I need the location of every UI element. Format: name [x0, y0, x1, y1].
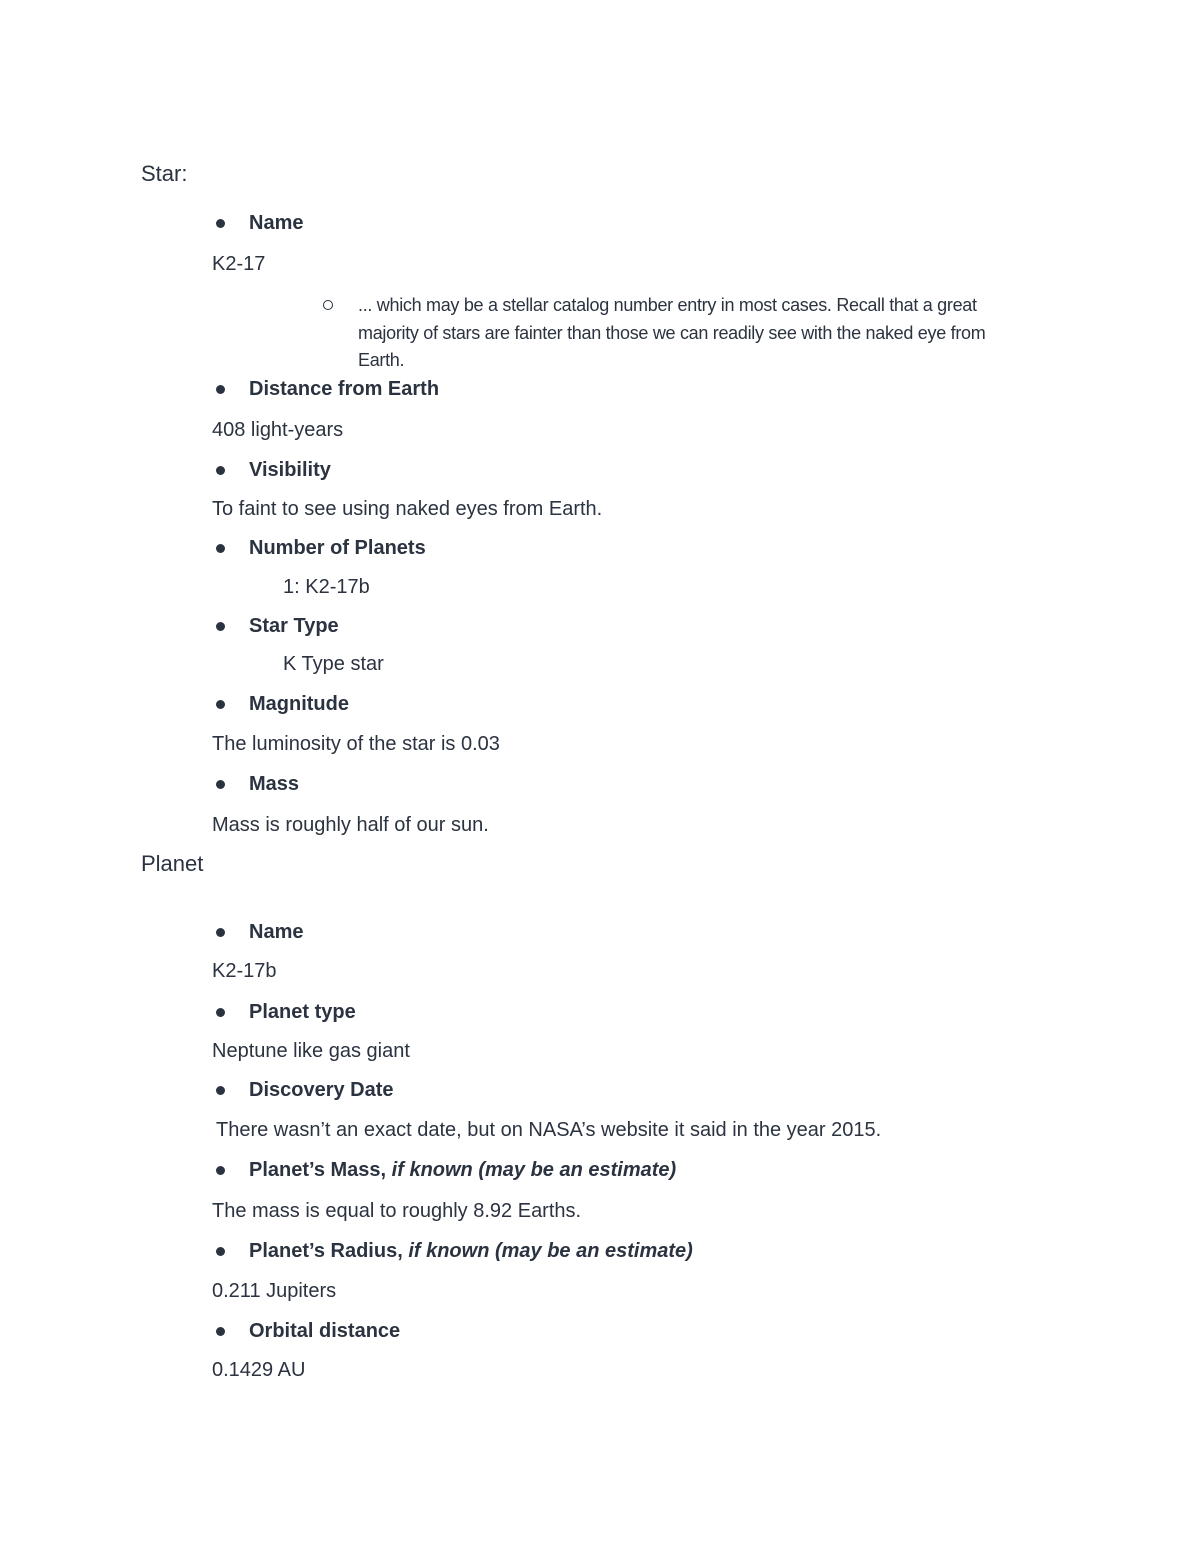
planet-type-value: Neptune like gas giant — [212, 1040, 410, 1062]
bullet-icon — [216, 385, 225, 394]
bullet-icon — [216, 1247, 225, 1256]
bullet-icon — [216, 928, 225, 937]
bullet-icon — [216, 219, 225, 228]
star-name-value: K2-17 — [212, 253, 266, 275]
star-planets-label: Number of Planets — [249, 537, 426, 559]
bullet-icon — [216, 466, 225, 475]
planet-mass-value: The mass is equal to roughly 8.92 Earths. — [212, 1200, 582, 1222]
star-name-note-line-2: majority of stars are fainter than those we can readily see with the naked eye from — [358, 323, 986, 343]
planet-radius-label: Planet’s Radius, — [249, 1240, 403, 1262]
star-magnitude-value: The luminosity of the star is 0.03 — [212, 733, 500, 755]
planet-discovery-value: There wasn’t an exact date, but on NASA’s website it said in the year 2015. — [216, 1119, 882, 1141]
planet-radius-value: 0.211 Jupiters — [212, 1280, 337, 1302]
bullet-icon — [216, 1327, 225, 1336]
bullet-icon — [216, 1086, 225, 1095]
star-name-note-line-1: ... which may be a stellar catalog number entry in most cases. Recall that a great — [358, 295, 977, 315]
star-heading: Star: — [141, 161, 188, 186]
bullet-icon — [216, 1008, 225, 1017]
planet-mass-heading — [249, 1158, 676, 1182]
planet-mass-hint: if known (may be an estimate) — [391, 1159, 677, 1181]
planet-type-label: Planet type — [249, 1001, 356, 1023]
star-name-note-line-3: Earth. — [358, 350, 405, 370]
planet-radius-hint: if known (may be an estimate) — [408, 1240, 693, 1262]
planet-orbit-value: 0.1429 AU — [212, 1359, 306, 1381]
bullet-icon — [216, 700, 225, 709]
hollow-bullet-icon — [323, 300, 333, 310]
star-mass-label: Mass — [249, 773, 300, 795]
star-type-value: K Type star — [283, 653, 384, 675]
star-type-label: Star Type — [249, 615, 339, 637]
planet-name-value: K2-17b — [212, 960, 277, 982]
planet-heading: Planet — [141, 851, 204, 876]
bullet-icon — [216, 544, 225, 553]
star-mass-value: Mass is roughly half of our sun. — [212, 814, 489, 836]
bullet-icon — [216, 1166, 225, 1175]
bullet-icon — [216, 622, 225, 631]
planet-mass-label: Planet’s Mass, — [249, 1159, 387, 1181]
star-visibility-value: To faint to see using naked eyes from Earth. — [212, 498, 603, 520]
star-distance-value: 408 light-years — [212, 419, 344, 441]
planet-discovery-label: Discovery Date — [249, 1079, 394, 1101]
planet-orbit-label: Orbital distance — [249, 1320, 401, 1342]
bullet-icon — [216, 780, 225, 789]
planet-radius-heading — [249, 1239, 693, 1263]
star-visibility-label: Visibility — [249, 459, 331, 481]
star-planets-value: 1: K2-17b — [283, 576, 370, 598]
star-magnitude-label: Magnitude — [249, 693, 349, 715]
star-name-label: Name — [249, 212, 304, 234]
planet-name-label: Name — [249, 921, 304, 943]
star-distance-label: Distance from Earth — [249, 378, 440, 400]
